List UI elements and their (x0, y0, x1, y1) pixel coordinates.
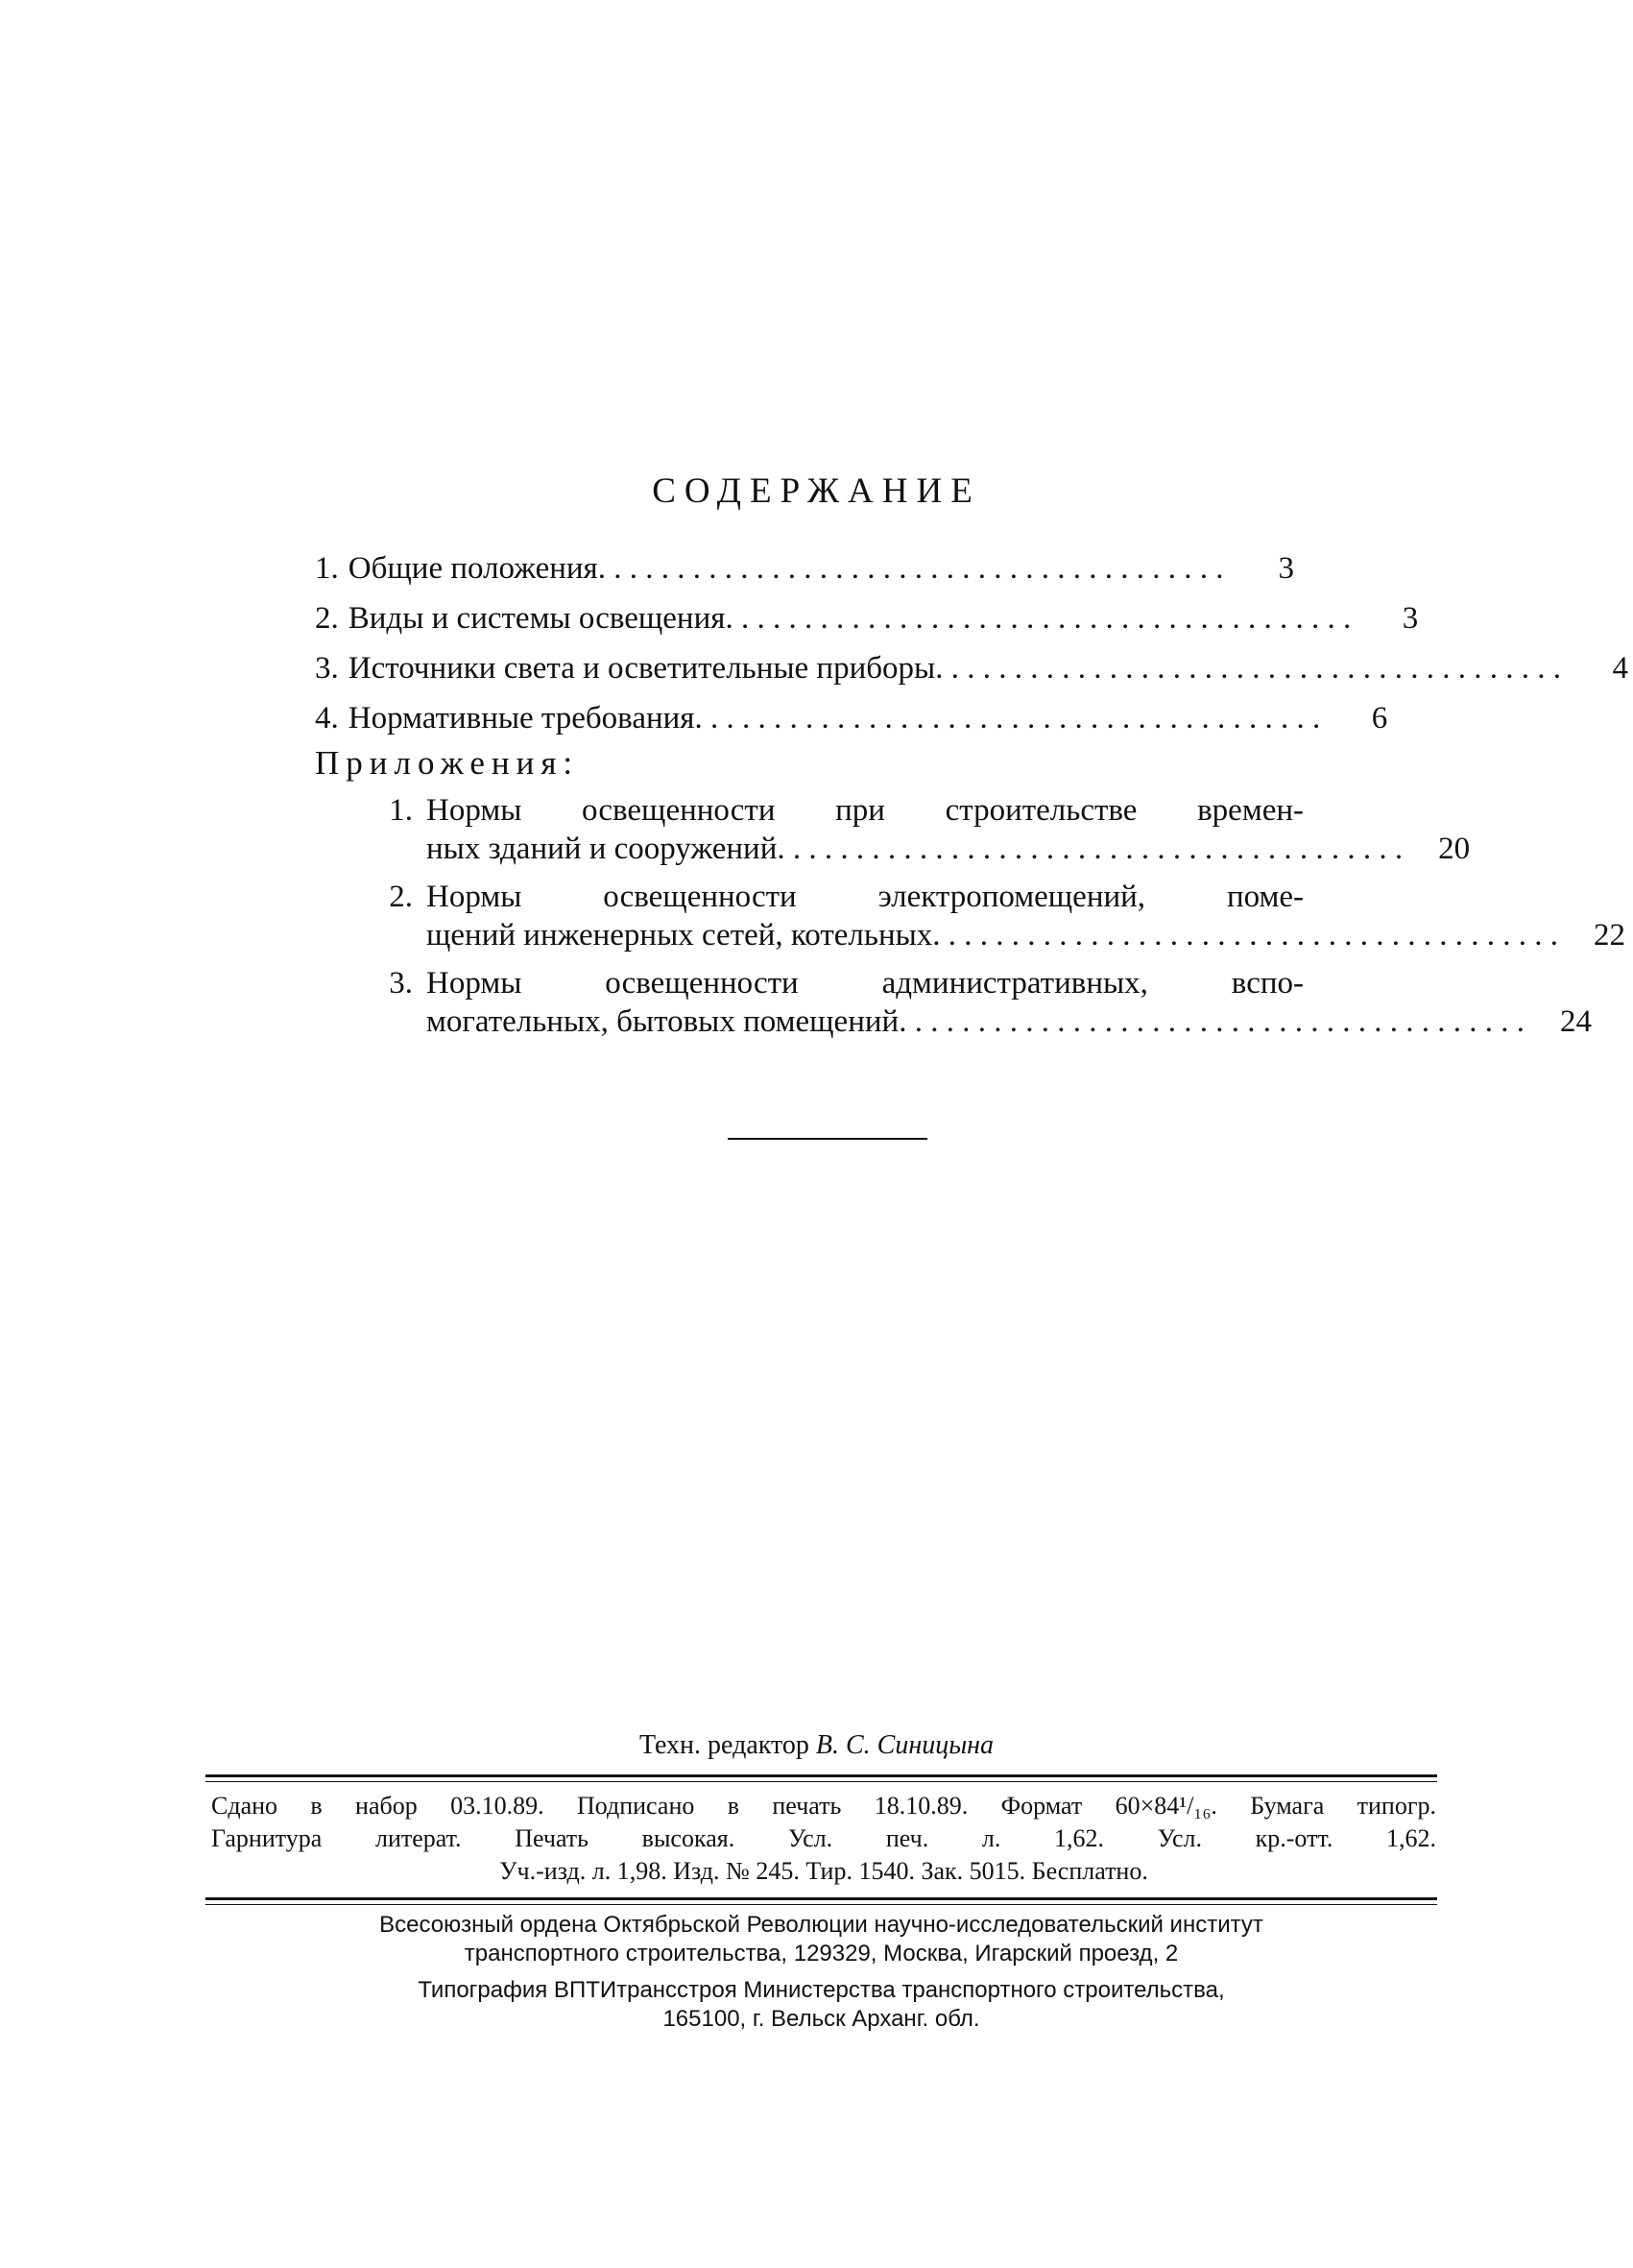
appendix-title-line2: ных зданий и сооружений (426, 832, 778, 866)
appendix-number: 2. (389, 880, 413, 914)
dot-leader: . . . . . . . . . . . . . . . . . . . . . . . . . . . . . . . . . . . . . . . . (899, 1004, 1525, 1039)
appendix-page: 24 (1559, 1004, 1592, 1039)
toc-entry-page: 4 (1612, 651, 1628, 686)
toc-entry-title: Виды и системы освещения (348, 601, 726, 636)
imprint-bottom-rule-thin (205, 1904, 1437, 1905)
toc-title: СОДЕРЖАНИЕ (652, 471, 981, 511)
appendix-heading: Приложения: (315, 744, 580, 782)
appendix-title-line1: Нормы освещенности административных, вспо- (426, 966, 1304, 1001)
imprint-bottom-rule (205, 1897, 1437, 1900)
printer-line: 165100, г. Вельск Арханг. обл. (662, 2006, 980, 2032)
imprint-block (211, 1790, 1436, 1888)
toc-entry-number: 2. (315, 601, 339, 636)
toc-entry (315, 649, 1628, 688)
appendix-entry (363, 964, 1592, 1041)
toc-entry (315, 599, 1419, 638)
dot-leader: . . . . . . . . . . . . . . . . . . . . . . . . . . . . . . . . . . . . . . . . (935, 651, 1561, 686)
dot-leader: . . . . . . . . . . . . . . . . . . . . . . . . . . . . . . . . . . . . . . . . (777, 832, 1404, 866)
publisher-block (205, 1911, 1437, 1968)
toc-entry-page: 3 (1402, 601, 1419, 636)
editor-name: В. С. Синицына (815, 1730, 995, 1760)
toc-entry-title: Нормативные требования (348, 701, 695, 736)
dot-leader: . . . . . . . . . . . . . . . . . . . . . . . . . . . . . . . . . . . . . . . . (694, 701, 1321, 736)
section-divider (728, 1138, 927, 1140)
imprint-line: Гарнитура литерат. Печать высокая. Усл. печ. л. 1,62. Усл. кр.-отт. 1,62. (211, 1824, 1436, 1852)
appendix-number: 3. (389, 966, 413, 1001)
editor-label: Техн. редактор (638, 1730, 809, 1760)
toc-entry-number: 4. (315, 701, 339, 736)
appendix-page: 22 (1594, 918, 1626, 953)
appendix-page: 20 (1438, 832, 1471, 866)
printer-block (205, 1976, 1437, 2034)
imprint-line: Уч.-изд. л. 1,98. Изд. № 245. Тир. 1540. Зак. 5015. Бесплатно. (499, 1857, 1148, 1885)
appendix-title-line2: могательных, бытовых помещений (426, 1004, 900, 1039)
printer-line: Типография ВПТИтрансстроя Министерства транспортного строительства, (418, 1977, 1225, 2003)
appendix-number: 1. (389, 793, 413, 828)
institute-line: Всесоюзный ордена Октябрьской Революции научно-исследовательский институт (379, 1912, 1263, 1938)
imprint-line: Сдано в набор 03.10.89. Подписано в печать 18.10.89. Формат 60×84¹/₁₆. Бумага типогр. (211, 1792, 1436, 1820)
appendix-title-line1: Нормы освещенности при строительстве времен- (426, 793, 1304, 828)
appendix-title-line1: Нормы освещенности электропомещений, поме- (426, 880, 1304, 914)
toc-entry-title: Источники света и осветительные приборы (348, 651, 936, 686)
dot-leader: . . . . . . . . . . . . . . . . . . . . . . . . . . . . . . . . . . . . . . . . (725, 601, 1352, 636)
toc-entry-title: Общие положения (348, 551, 598, 586)
appendix-title-line2: щений инженерных сетей, котельных (426, 918, 933, 953)
imprint-top-rule-thin (205, 1781, 1437, 1782)
appendix-entry (363, 878, 1626, 954)
dot-leader: . . . . . . . . . . . . . . . . . . . . . . . . . . . . . . . . . . . . . . . . (597, 551, 1224, 586)
dot-leader: . . . . . . . . . . . . . . . . . . . . . . . . . . . . . . . . . . . . . . . . (932, 918, 1559, 953)
tech-editor-line (0, 1729, 1633, 1762)
imprint-top-rule (205, 1774, 1437, 1777)
toc-entry-number: 1. (315, 551, 339, 586)
toc-entry (315, 549, 1294, 588)
toc-entry-number: 3. (315, 651, 339, 686)
toc-entry-page: 6 (1371, 701, 1388, 736)
toc-entry (315, 699, 1388, 737)
appendix-entry (363, 791, 1471, 868)
toc-entry-page: 3 (1278, 551, 1294, 586)
institute-line: транспортного строительства, 129329, Москва, Игарский проезд, 2 (464, 1941, 1179, 1966)
